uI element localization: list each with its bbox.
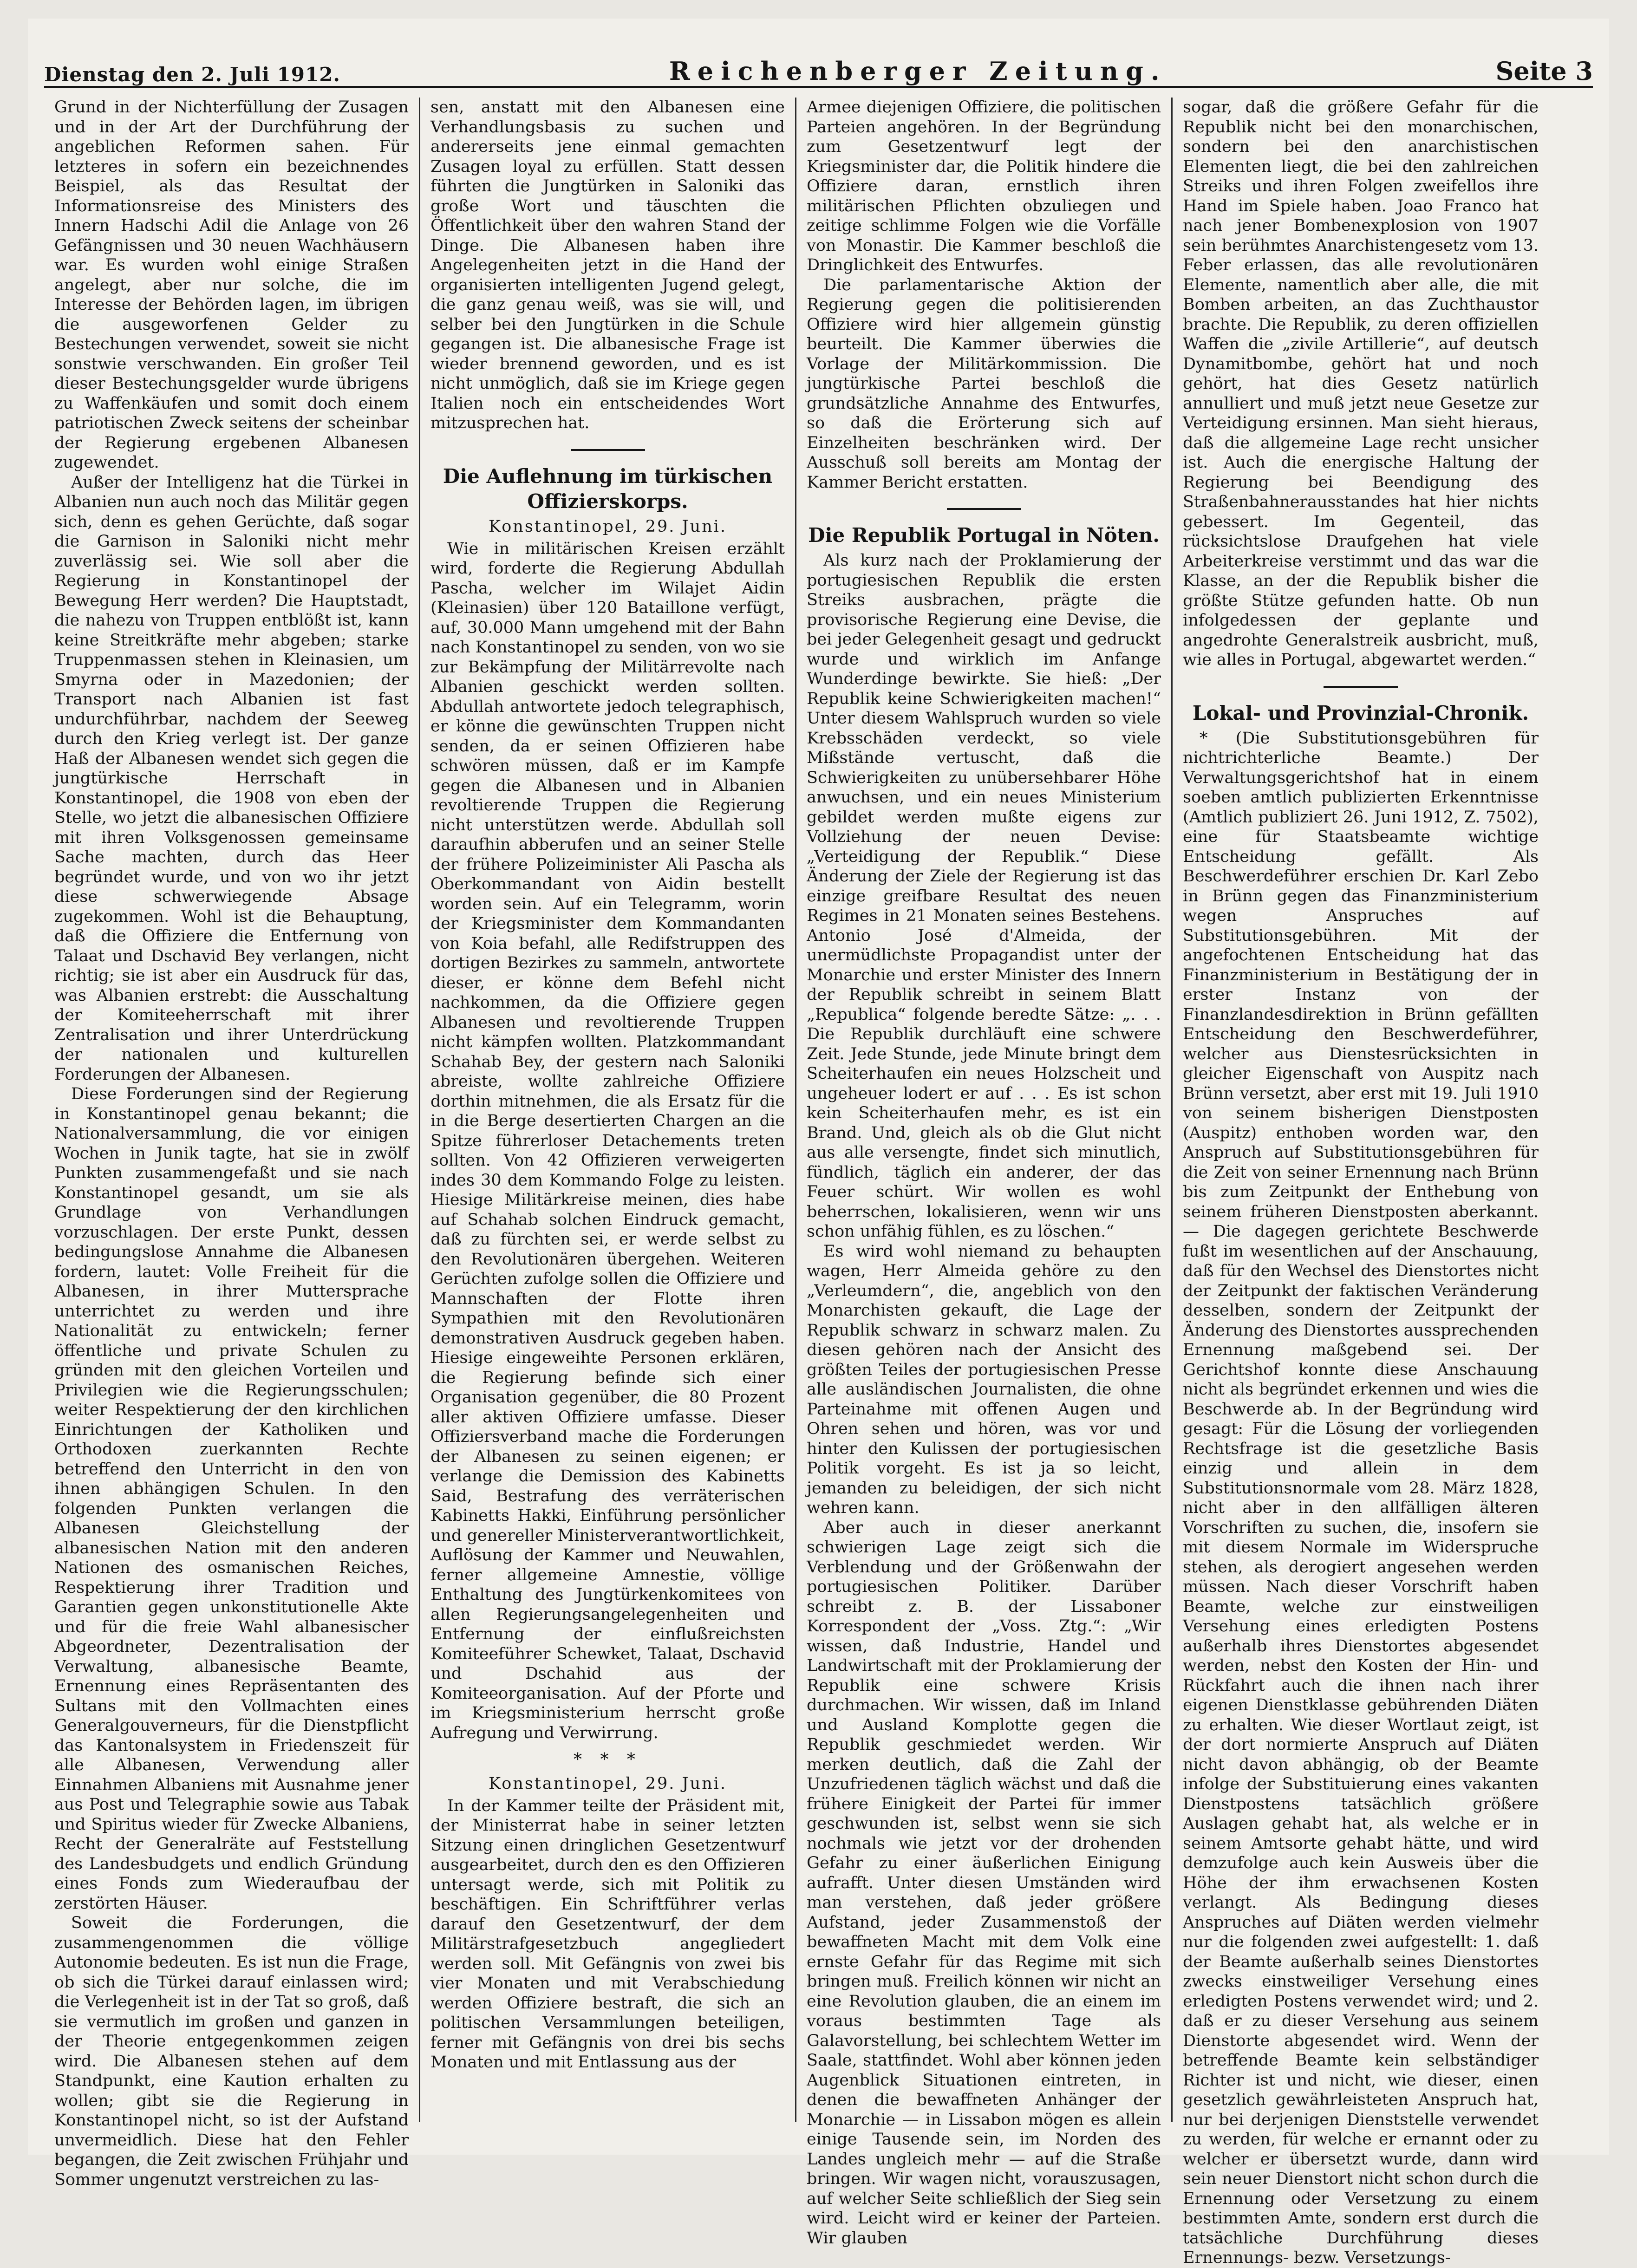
masthead [44, 37, 1593, 88]
paragraph: Diese Forderungen sind der Regierung in Konstantinopel genau bekannt; die Nationalversammlung, die vor einigen Wochen in Junik tagte, hat sie in zwölf Punkten zusammengefaßt und sie nach Konstantinopel gesandt, um sie als Grundlage von Verhandlungen vorzuschlagen. Der erste Punkt, dessen bedingungslose Annahme die Albanesen fordern, lautet: Volle Freiheit für die Albanesen, in ihrer Muttersprache unterrichtet zu werden und ihre Nationalität zu entwickeln; ferner öffentliche und private Schulen zu gründen mit den gleichen Vorteilen und Privilegien wie die Regierungsschulen; weiter Respektierung der den kirchlichen Einrichtungen der Katholiken und Orthodoxen zuerkannten Rechte betreffend den Unterricht in den von ihnen abhängigen Schulen. In den folgenden Punkten verlangen die Albanesen Gleichstellung der albanesischen Nation mit den anderen Nationen des osmanischen Reiches, Respektierung ihrer Tradition und Garantien gegen unkonstitutionelle Akte und für die freie Wahl albanesischer Abgeordneter, Dezentralisation der Verwaltung, albanesische Beamte, Ernennung eines Repräsentanten des Sultans mit den Vollmachten eines Generalgouverneurs, für die Dienstpflicht das Kantonalsystem in Friedenszeit für alle Albanesen, Verwendung aller Einnahmen Albaniens mit Ausnahme jener aus Post und Telegraphie sowie aus Tabak und Spiritus wieder für Zwecke Albaniens, Recht der Generalräte auf Feststellung des Landesbudgets und endlich Gründung eines Fonds zum Wiederaufbau der zerstörten Häuser. [54, 1085, 409, 1913]
paragraph: sen, anstatt mit den Albanesen eine Verhandlungsbasis zu suchen und andererseits jene einmal gemachten Zusagen loyal zu erfüllen. Statt dessen führten die Jungtürken in Saloniki das große Wort und täuschten die Öffentlichkeit über den wahren Stand der Dinge. Die Albanesen haben ihre Angelegenheiten jetzt in die Hand der organisierten intelligenten Jugend gelegt, die ganz genau weiß, was sie will, und selber bei den Jungtürken in die Schule gegangen ist. Die albanesische Frage ist wieder brennend geworden, und es ist nicht unmöglich, daß sie im Kriege gegen Italien noch ein entscheidendes Wort mitzusprechen hat. [430, 98, 785, 432]
column-1 [44, 98, 420, 2189]
paragraph: Die parlamentarische Aktion der Regierung gegen die politisierenden Offiziere wird hier allgemein günstig beurteilt. Die Kammer überwies die Vorlage der Militärkommission. Die jungtürkische Partei beschloß die grundsätzliche Annahme des Entwurfes, so daß die Erörterung sich auf Einzelheiten beschränken wird. Der Ausschuß soll bereits am Montag der Kammer Bericht erstatten. [807, 275, 1161, 492]
article-columns [44, 98, 1593, 2267]
paragraph: Als kurz nach der Proklamierung der portugiesischen Republik die ersten Streiks ausbrachen, prägte die provisorische Regierung eine Devise, die bei jeder Gelegenheit gesagt und gedruckt wurde und wirklich im Anfange Wunderdinge bewirkte. Sie hieß: „Der Republik keine Schwierigkeiten machen!“ Unter diesem Wahlspruch wurden so viele Krebsschäden verdeckt, so viele Mißstände vertuscht, daß die Schwierigkeiten zu unübersehbarer Höhe anwuchsen, und ein neues Ministerium gebildet werden mußte eigens zur Vollziehung der neuen Devise: „Verteidigung der Republik.“ Diese Änderung der Ziele der Regierung ist das einzige greifbare Resultat des neuen Regimes in 21 Monaten seines Bestehens. Antonio José d'Almeida, der unermüdlichste Propagandist unter der Monarchie und erster Minister des Innern der Republik schreibt in seinem Blatt „Republica“ folgende beredte Sätze: „. . . Die Republik durchläuft eine schwere Zeit. Jede Stunde, jede Minute bringt dem Scheiterhaufen ein neues Holzscheit und ungeheuer lodert er auf . . . Es ist schon kein Scheiterhaufen mehr, es ist ein Brand. Und, gleich als ob die Glut nicht aus alle versengte, findet sich minutlich, fündlich, täglich ein anderer, der das Feuer schürt. Wir wollen es wohl beherrschen, lokalisieren, wenn wir uns schon unfähig fühlen, es zu löschen.“ [807, 551, 1161, 1241]
column-4 [1173, 98, 1549, 2267]
column-2 [420, 98, 796, 2122]
paragraph: * (Die Substitutionsgebühren für nichtrichterliche Beamte.) Der Verwaltungsgerichtshof hat in einem soeben amtlich publizierten Erkenntnisse (Amtlich publiziert 26. Juni 1912, Z. 7502), eine für Staatsbeamte wichtige Entscheidung gefällt. Als Beschwerdeführer erschien Dr. Karl Zebo in Brünn gegen das Finanzministerium wegen Anspruches auf Substitutionsgebühren. Mit der angefochtenen Entscheidung hat das Finanzministerium in Bestätigung der in erster Instanz von der Finanzlandesdirektion in Brünn gefällten Entscheidung den Beschwerdeführer, welcher aus Dienstesrücksichten in gleicher Eigenschaft von Auspitz nach Brünn versetzt, aber erst mit 19. Juli 1910 von seinem bisherigen Dienstposten (Auspitz) enthoben worden war, den Anspruch auf Substitutionsgebühren für die Zeit von seiner Ernennung nach Brünn bis zum Zeitpunkt der Enthebung von seinem früheren Dienstposten aberkannt. — Die dagegen gerichtete Beschwerde fußt im wesentlichen auf der Anschauung, daß für den Wechsel des Dienstortes nicht der Zeitpunkt der faktischen Veränderung desselben, sondern der Zeitpunkt der Änderung des Dienstortes aussprechenden Ernennung maßgebend sei. Der Gerichtshof konnte diese Anschauung nicht als begründet erkennen und wies die Beschwerde ab. In der Begründung wird gesagt: Für die Lösung der vorliegenden Rechtsfrage ist die gesetzliche Basis einzig und allein in dem Substitutionsnormale vom 28. März 1828, nicht aber in den allfälligen älteren Vorschriften zu suchen, die, insofern sie mit diesem Normale im Widerspruche stehen, als derogiert angesehen werden müssen. Nach dieser Vorschrift haben Beamte, welche zur einstweiligen Versehung eines erledigten Postens außerhalb ihres Dienstortes abgesendet werden, nebst den Kosten der Hin- und Rückfahrt auch die ihnen nach ihrer eigenen Dienstklasse gebührenden Diäten zu erhalten. Wie dieser Wortlaut zeigt, ist der dort normierte Anspruch auf Diäten nicht davon abhängig, ob der Beamte infolge der Substituierung eines vakanten Dienstpostens tatsächlich größere Auslagen gehabt hat, als welche er in seinem Amtsorte gehabt hätte, und wird demzufolge auch kein Ausweis über die Höhe der ihm erwachsenen Kosten verlangt. Als Bedingung dieses Anspruches auf Diäten werden vielmehr nur die folgenden zwei aufgestellt: 1. daß der Beamte außerhalb seines Dienstortes zwecks einstweiliger Versehung eines erledigten Postens verwendet wird; und 2. daß er zu dieser Versehung aus seinem Dienstorte abgesendet wird. Wenn der betreffende Beamte kein selbständiger Richter ist und nicht, wie dieser, einen gesetzlich gewährleisteten Anspruch hat, nur bei derjenigen Dienststelle verwendet zu werden, für welche er ernannt oder zu welcher er übersetzt wurde, dann wird sein neuer Dienstort nicht schon durch die Ernennung oder Versetzung zu einem bestimmten Amte, sondern erst durch die tatsächliche Durchführung dieses Ernennungs- bezw. Versetzungs- [1183, 729, 1539, 2267]
paragraph: Grund in der Nichterfüllung der Zusagen und in der Art der Durchführung der angeblichen Reformen sahen. Für letzteres in sofern ein bezeichnendes Beispiel, als das Resultat der Informationsreise des Ministers des Innern Hadschi Adil die Anlage von 26 Gefängnissen und 30 neuen Wachhäusern war. Es wurden wohl einige Straßen angelegt, aber nur solche, die im Interesse der Behörden lagen, im übrigen die ausgeworfenen Gelder zu Bestechungen verwendet, soweit sie nicht sonstwie verschwanden. Ein großer Teil dieser Bestechungsgelder wurde übrigens zu Waffenkäufen und somit doch einem patriotischen Zweck seitens der scheinbar der Regierung ergebenen Albanesen zugewendet. [54, 98, 409, 472]
dateline: Konstantinopel, 29. Juni. [489, 517, 727, 536]
article-headline: Die Republik Portugal in Nöten. [808, 524, 1160, 547]
issue-date: Dienstag den 2. Juli 1912. [44, 63, 341, 86]
paragraph: Armee diejenigen Offiziere, die politischen Parteien angehören. In der Begründung zum Gesetzentwurf legt der Kriegsminister dar, die Politik hindere die Offiziere daran, ernstlich ihren militärischen Pflichten obzuliegen und zeitige schlimme Folgen wie die Vorfälle von Monastir. Die Kammer beschloß die Dringlichkeit des Entwurfes. [807, 98, 1161, 274]
column-3 [796, 98, 1173, 2248]
paragraph: In der Kammer teilte der Präsident mit, der Ministerrat habe in seiner letzten Sitzung einen dringlichen Gesetzentwurf ausgearbeitet, durch den es den Offizieren untersagt werde, sich mit Politik zu beschäftigen. Ein Schriftführer verlas darauf den Gesetzentwurf, der dem Militärstrafgesetzbuch angegliedert werden soll. Mit Gefängnis von zwei bis vier Monaten und mit Verabschiedung werden Offiziere bestraft, die sich an politischen Versammlungen beteiligen, ferner mit Gefängnis von drei bis sechs Monaten und mit Entlassung aus der [430, 1796, 785, 2072]
page-number: Seite 3 [1495, 56, 1593, 86]
section-stars: * * * [574, 1750, 642, 1769]
article-divider [571, 449, 645, 451]
paragraph: Aber auch in dieser anerkannt schwierigen Lage zeigt sich die Verblendung und der Größenwahn der portugiesischen Politiker. Darüber schreibt z. B. der Lissaboner Korrespondent der „Voss. Ztg.“: „Wir wissen, daß Industrie, Handel und Landwirtschaft mit der Proklamierung der Republik eine schwere Krisis durchmachen. Wir wissen, daß im Inland und Ausland Komplotte gegen die Republik geschmiedet werden. Wir merken deutlich, daß die Zahl der Unzufriedenen täglich wächst und daß die frühere Einigkeit der Partei für immer geschwunden ist, selbst wenn sie sich nochmals wie jetzt vor der drohenden Gefahr zu einer äußerlichen Einigung aufrafft. Unter diesen Umständen wird man verstehen, daß jeder größere Aufstand, jeder Zusammenstoß der bewaffneten Macht mit dem Volk eine ernste Gefahr für das Regime mit sich bringen muß. Freilich können wir nicht an eine Revolution glauben, die an einem im voraus bestimmten Tage als Galavorstellung, bei schlechtem Wetter im Saale, stattfindet. Wohl aber können jeden Augenblick Situationen eintreten, in denen die bewaffneten Anhänger der Monarchie — in Lissabon mögen es allein einige Tausende sein, im Norden des Landes ungleich mehr — auf die Straße bringen. Wir wagen nicht, vorauszusagen, auf welcher Seite schließlich der Sieg sein wird. Leicht wird er keiner der Parteien. Wir glauben [807, 1518, 1161, 2248]
paragraph: Es wird wohl niemand zu behaupten wagen, Herr Almeida gehöre zu den „Verleumdern“, die, angeblich von den Monarchisten gekauft, die Lage der Republik schwarz in schwarz malen. Zu diesen gehören nach der Ansicht des größten Teiles der portugiesischen Presse alle ausländischen Journalisten, die ohne Parteinahme mit offenen Augen und Ohren sehen und hören, was vor und hinter den Kulissen der portugiesischen Politik vorgeht. Es ist ja so leicht, jemanden zu beleidigen, der sich nicht wehren kann. [807, 1242, 1161, 1517]
article-divider [1324, 686, 1398, 688]
paragraph: Wie in militärischen Kreisen erzählt wird, forderte die Regierung Abdullah Pascha, welcher im Wilajet Aidin (Kleinasien) über 120 Bataillone verfügt, auf, 30.000 Mann umgehend mit der Bahn nach Konstantinopel zu senden, von wo sie zur Bekämpfung der Militärrevolte nach Albanien geschickt werden sollten. Abdullah antwortete jedoch telegraphisch, er könne die gewünschten Truppen nicht senden, da er seinen Offizieren habe schwören müssen, daß er im Kampfe gegen die Albanesen und in Albanien revoltierende Truppen die Regierung nicht unterstützen werde. Abdullah soll daraufhin abberufen und an seiner Stelle der frühere Polizeiminister Ali Pascha als Oberkommandant von Aidin bestellt worden sein. Auf ein Telegramm, worin der Kriegsminister dem Kommandanten von Koia befahl, alle Redifstruppen des dortigen Bezirkes zu sammeln, antwortete dieser, er könne dem Befehl nicht nachkommen, da die Offiziere gegen Albanesen und revoltierende Truppen nicht kämpfen wollten. Platzkommandant Schahab Bey, der gestern nach Saloniki abreiste, wollte zahlreiche Offiziere dorthin mitnehmen, die als Ersatz für die in die Berge desertierten Chargen an die Spitze führerloser Detachements treten sollten. Von 42 Offizieren verweigerten indes 30 dem Kommando Folge zu leisten. Hiesige Militärkreise meinen, dies habe auf Schahab solchen Eindruck gemacht, daß zu fürchten sei, er werde selbst zu den Revolutionären übergehen. Weiteren Gerüchten zufolge sollen die Offiziere und Mannschaften der Flotte ihren Sympathien mit den Revolutionären demonstrativen Ausdruck gegeben haben. Hiesige eingeweihte Personen erklären, die Regierung befinde sich einer Organisation gegenüber, die 80 Prozent aller aktiven Offiziere umfasse. Dieser Offiziersverband mache die Forderungen der Albanesen zu seinen eigenen; er verlange die Demission des Kabinetts Said, Bestrafung des verräterischen Kabinetts Hakki, Einführung persönlicher und genereller Ministerverantwortlichkeit, Auflösung der Kammer und Neuwahlen, ferner allgemeine Amnestie, völlige Enthaltung des Jungtürkenkomitees von allen Regierungsangelegenheiten und Entfernung der einflußreichsten Komiteeführer Schewket, Talaat, Dschavid und Dschahid aus der Komiteeorganisation. Auf der Pforte und im Kriegsministerium herrscht große Aufregung und Verwirrung. [430, 539, 785, 1742]
paragraph: Außer der Intelligenz hat die Türkei in Albanien nun auch noch das Militär gegen sich, denn es gehen Gerüchte, daß sogar die Garnison in Saloniki nicht mehr zuverlässig sei. Wie soll aber die Regierung in Konstantinopel der Bewegung Herr werden? Die Hauptstadt, die nahezu von Truppen entblößt ist, kann keine Streitkräfte mehr abgeben; starke Truppenmassen stehen in Kleinasien, um Smyrna oder in Mazedonien; der Transport nach Albanien ist fast undurchführbar, nachdem der Seeweg durch den Krieg verlegt ist. Der ganze Haß der Albanesen wendet sich gegen die jungtürkische Herrschaft in Konstantinopel, die 1908 von eben der Stelle, wo jetzt die albanesischen Offiziere mit ihren Volksgenossen gemeinsame Sache machten, durch das Heer begründet wurde, und von wo ihr jetzt diese schwerwiegende Absage zugekommen. Wohl ist die Behauptung, daß die Offiziere die Entfernung von Talaat und Dschavid Bey verlangen, nicht richtig; sie ist aber ein Ausdruck für das, was Albanien erstrebt: die Ausschaltung der Komiteeherrschaft mit ihrer Zentralisation und ihrer Unterdrückung der nationalen und kulturellen Forderungen der Albanesen. [54, 473, 409, 1084]
dateline: Konstantinopel, 29. Juni. [489, 1774, 727, 1793]
article-headline: Die Auflehnung im türkischen Offizierskorps. [443, 464, 773, 513]
paragraph: Soweit die Forderungen, die zusammengenommen die völlige Autonomie bedeuten. Es ist nun die Frage, ob sich die Türkei darauf einlassen wird; die Verlegenheit ist in der Tat so groß, daß sie vermutlich im großen und ganzen in der Theorie entgegenkommen zeigen wird. Die Albanesen stehen auf dem Standpunkt, eine Kaution erhalten zu wollen; gibt sie die Regierung in Konstantinopel nicht, so ist der Aufstand unvermeidlich. Diese hat den Fehler begangen, die Zeit zwischen Frühjahr und Sommer ungenutzt verstreichen zu las- [54, 1914, 409, 2189]
paragraph: sogar, daß die größere Gefahr für die Republik nicht bei den monarchischen, sondern bei den anarchistischen Elementen liegt, die bei den zahlreichen Streiks und ihren Folgen zweifellos ihre Hand im Spiele haben. Joao Franco hat nach jener Bombenexplosion von 1907 sein berühmtes Anarchistengesetz vom 13. Feber erlassen, das alle revolutionären Elemente, namentlich aber alle, die mit Bomben arbeiten, an das Zuchthaustor brachte. Die Republik, zu deren offiziellen Waffen die „zivile Artillerie“, auf deutsch Dynamitbombe, gehört hat und noch gehört, hat dies Gesetz natürlich annulliert und muß jetzt neue Gesetze zur Verteidigung ersinnen. Man sieht hieraus, daß die allgemeine Lage recht unsicher ist. Auch die energische Haltung der Regierung bei Beendigung des Straßenbahnerausstandes hat hier nichts gebessert. Im Gegenteil, das rücksichtslose Draufgehen hat viele Arbeiterkreise verstimmt und das war die Klasse, an der die Republik bisher die größte Stütze gefunden hatte. Ob nun infolgedessen der geplante und angedrohte Generalstreik ausbricht, muß, wie alles in Portugal, abgewartet werden.“ [1183, 98, 1539, 669]
newspaper-page [28, 19, 1609, 2267]
newspaper-title: Reichenberger Zeitung. [669, 56, 1167, 86]
section-headline: Lokal- und Provinzial-Chronik. [1192, 701, 1529, 724]
article-divider [947, 508, 1021, 510]
